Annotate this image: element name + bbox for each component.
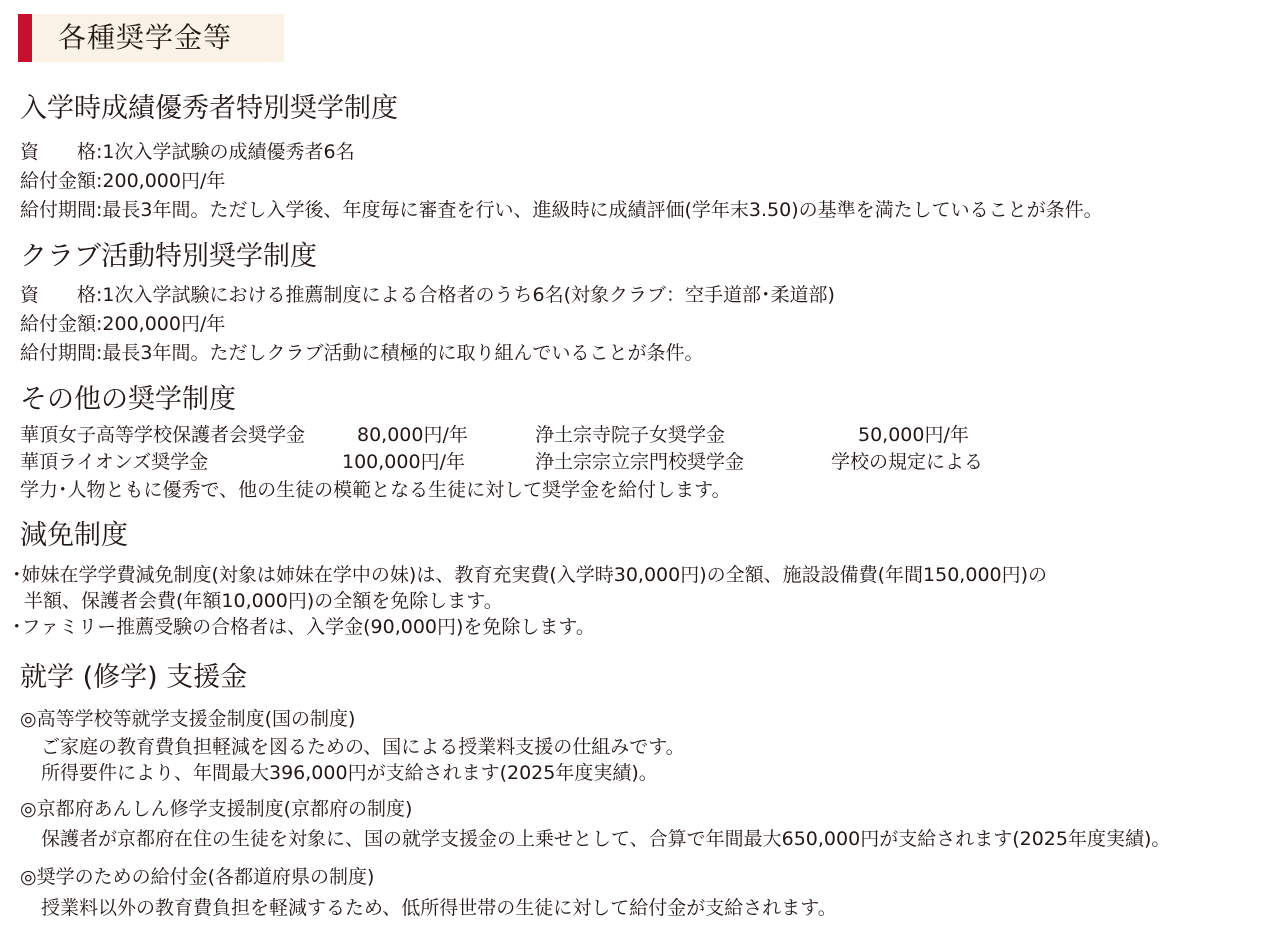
support-item-title: ◎高等学校等就学支援金制度(国の制度) xyxy=(20,708,356,730)
academic-qualification: 資 格:1次入学試験の成績優秀者6名 xyxy=(20,141,355,163)
scholarship-name: 華頂ライオンズ奨学金 xyxy=(20,451,209,473)
scholarship-name: 浄土宗宗立宗門校奨学金 xyxy=(535,451,745,473)
club-qualification: 資 格:1次入学試験における推薦制度による合格者のうち6名(対象クラブ：空手道部･柔道部) xyxy=(20,284,835,306)
section-title-band xyxy=(18,14,284,62)
support-item-text: ご家庭の教育費負担軽減を図るための、国による授業料支援の仕組みです。 xyxy=(41,736,685,758)
heading-academic-scholarship: 入学時成績優秀者特別奨学制度 xyxy=(20,93,398,124)
club-amount: 給付金額:200,000円/年 xyxy=(20,313,226,335)
scholarship-amount: 80,000円/年 xyxy=(357,424,468,446)
support-item-text: 保護者が京都府在住の生徒を対象に、国の就学支援金の上乗せとして、合算で年間最大650,000円が支給されます(2025年度実績)。 xyxy=(41,828,1171,850)
scholarship-name: 華頂女子高等学校保護者会奨学金 xyxy=(20,424,306,446)
scholarship-amount: 学校の規定による xyxy=(831,451,984,473)
academic-period: 給付期間:最長3年間。ただし入学後、年度毎に審査を行い、進級時に成績評価(学年末3.50)の基準を満たしていることが条件。 xyxy=(20,199,1103,221)
heading-tuition-support: 就学 (修学) 支援金 xyxy=(20,662,248,693)
sibling-reduction-line2: 半額、保護者会費(年額10,000円)の全額を免除します。 xyxy=(24,590,503,612)
support-item-text: 所得要件により、年間最大396,000円が支給されます(2025年度実績)。 xyxy=(41,762,658,784)
scholarship-name: 浄土宗寺院子女奨学金 xyxy=(535,424,726,446)
support-item-title: ◎奨学のための給付金(各都道府県の制度) xyxy=(20,866,375,888)
club-period: 給付期間:最長3年間。ただしクラブ活動に積極的に取り組んでいることが条件。 xyxy=(20,342,704,364)
heading-fee-reduction: 減免制度 xyxy=(20,520,128,551)
academic-amount: 給付金額:200,000円/年 xyxy=(20,170,226,192)
scholarship-amount: 100,000円/年 xyxy=(342,451,465,473)
support-item-title: ◎京都府あんしん修学支援制度(京都府の制度) xyxy=(20,798,413,820)
family-reduction: ･ファミリー推薦受験の合格者は、入学金(90,000円)を免除します。 xyxy=(12,616,595,638)
scholarship-amount: 50,000円/年 xyxy=(858,424,969,446)
sibling-reduction-line1: ･姉妹在学学費減免制度(対象は姉妹在学中の妹)は、教育充実費(入学時30,000円)の全額、施設設備費(年間150,000円)の xyxy=(12,564,1048,586)
heading-club-scholarship: クラブ活動特別奨学制度 xyxy=(20,241,317,272)
other-scholarships-note: 学力･人物ともに優秀で、他の生徒の模範となる生徒に対して奨学金を給付します。 xyxy=(20,479,731,501)
page-title: 各種奨学金等 xyxy=(58,21,233,54)
heading-other-scholarships: その他の奨学制度 xyxy=(20,384,236,415)
support-item-text: 授業料以外の教育費負担を軽減するため、低所得世帯の生徒に対して給付金が支給されます。 xyxy=(41,897,837,919)
